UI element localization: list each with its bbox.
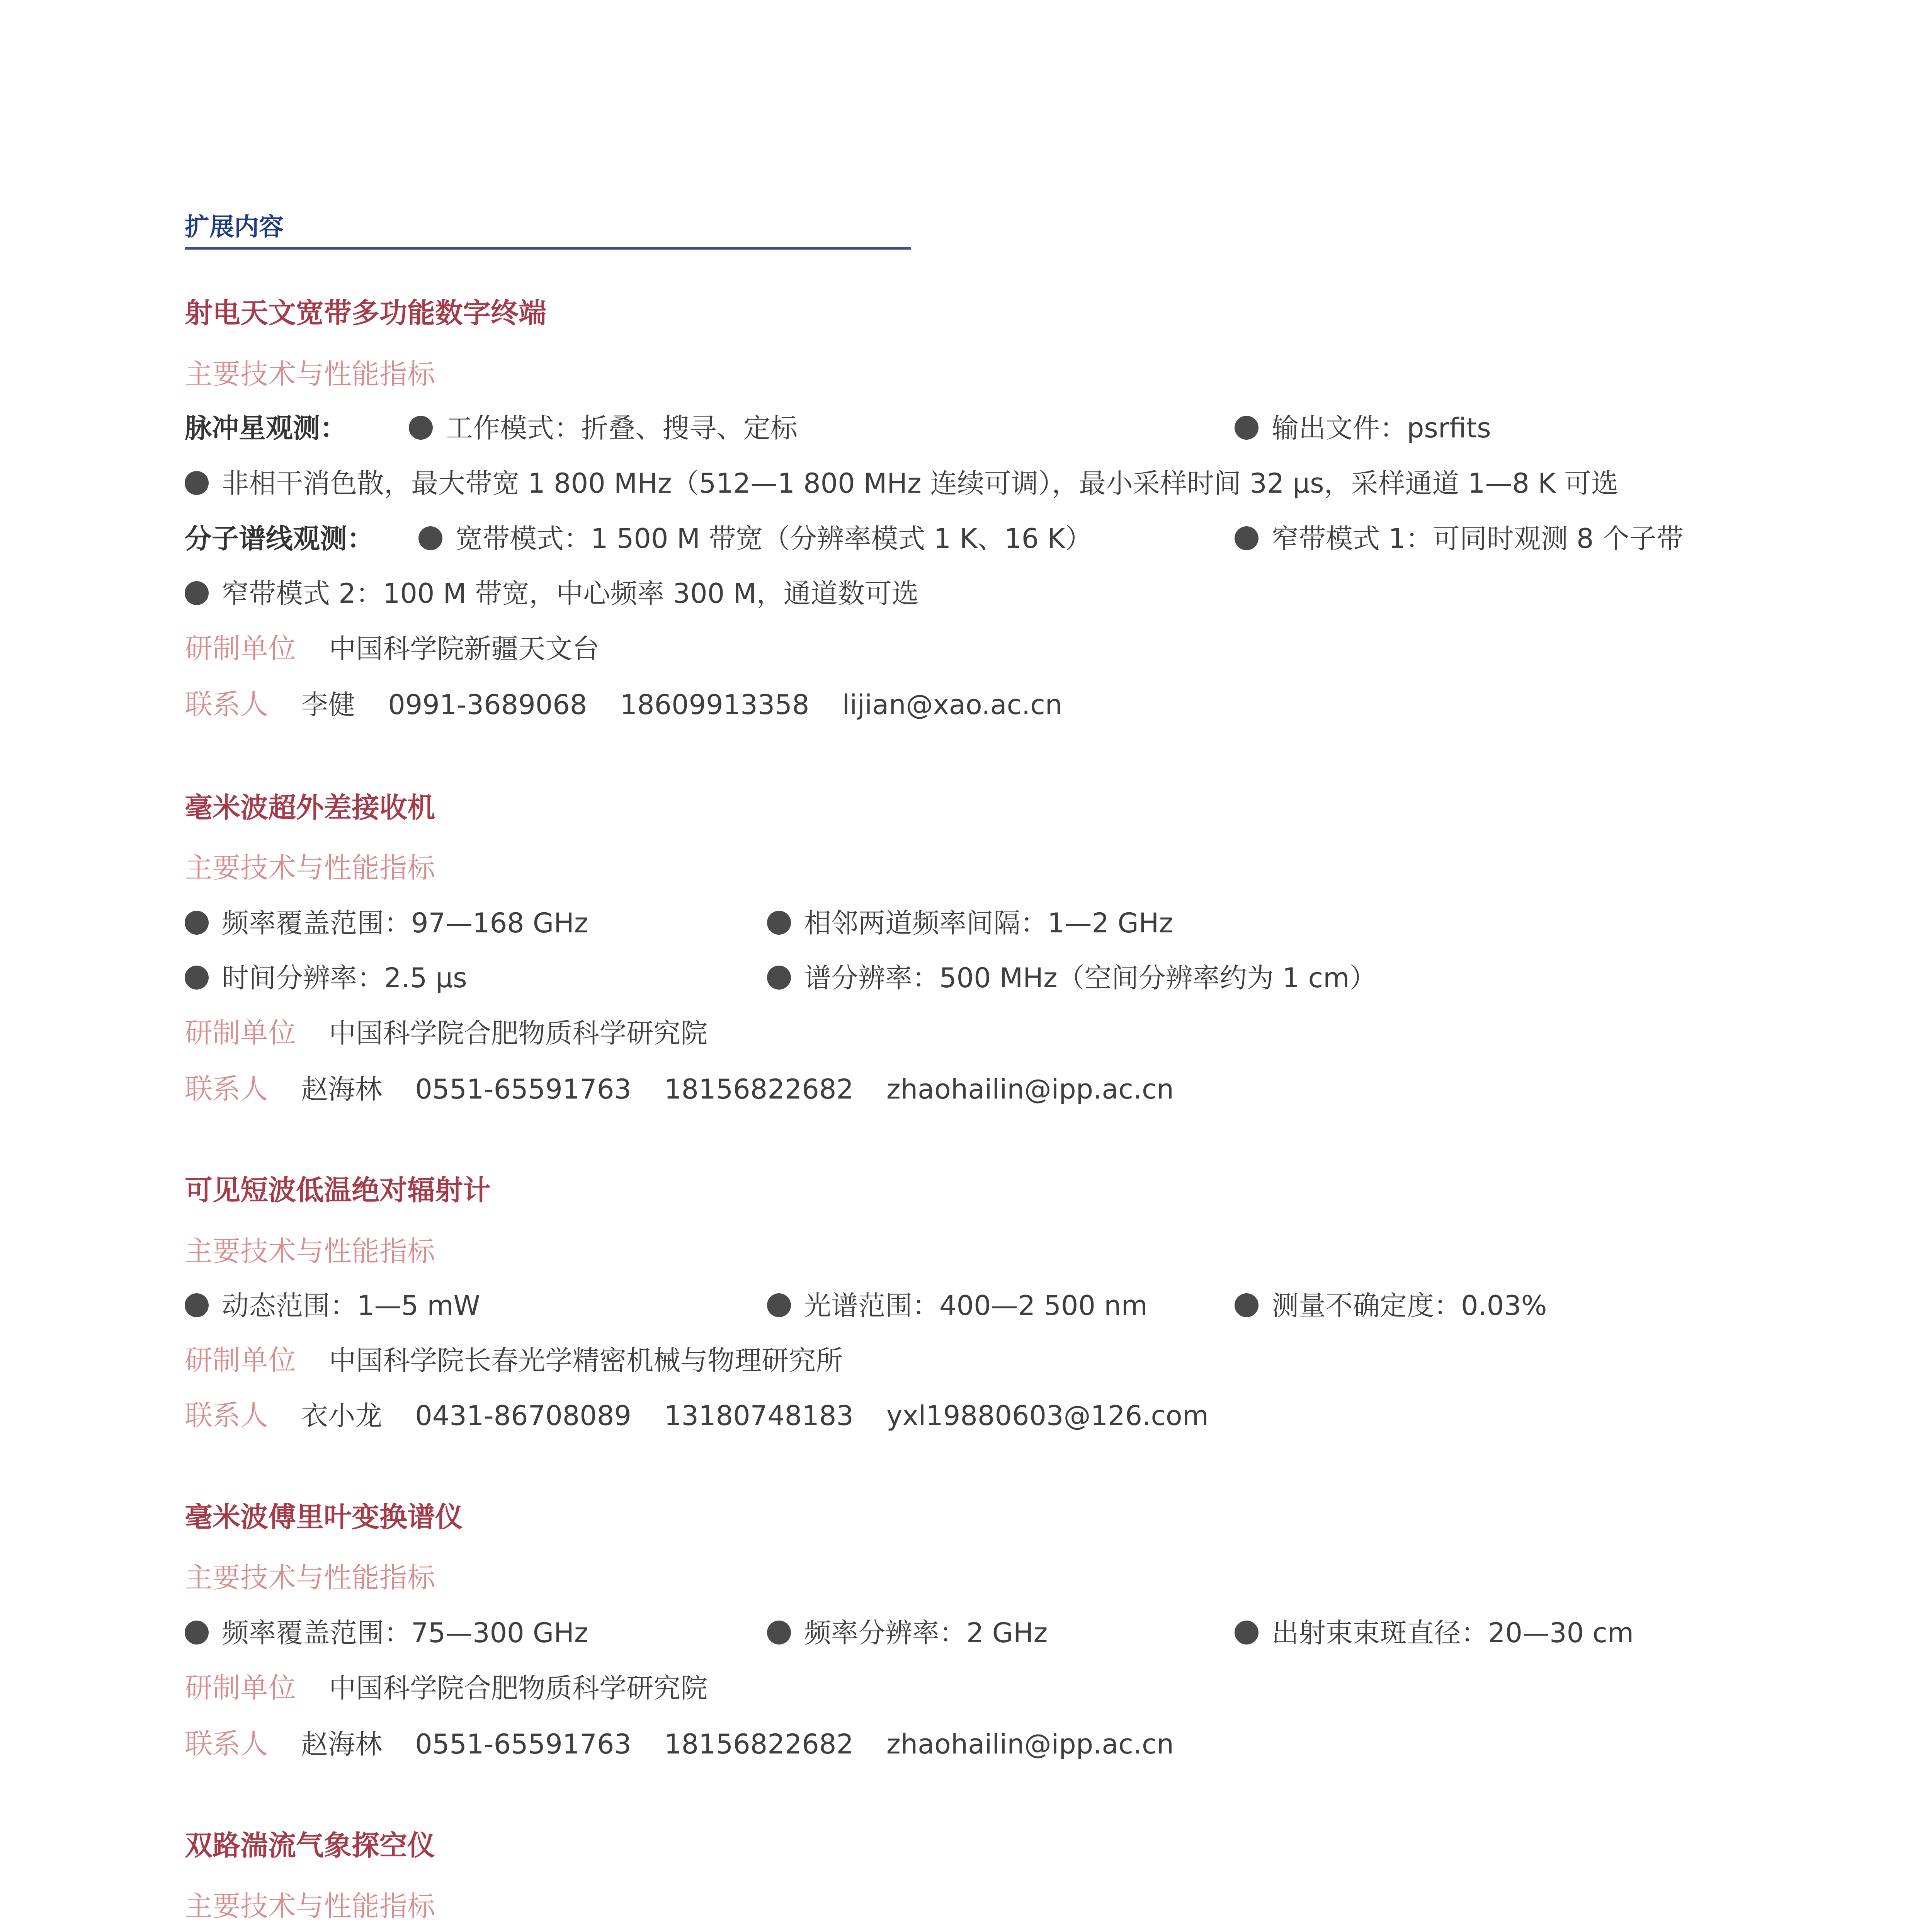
bullet-item: 动态范围：1—5 mW	[185, 1284, 480, 1323]
contact-person: 李健	[301, 689, 355, 721]
section-subtitle: 主要技术与性能指标	[185, 358, 435, 390]
contact-label: 联系人	[185, 1728, 269, 1760]
contact-phone: 0431-86708089	[415, 1400, 631, 1432]
contact-email: zhaohailin@ipp.ac.cn	[886, 1073, 1174, 1105]
section-title: 双路湍流气象探空仪	[185, 1829, 435, 1862]
bullet-icon	[185, 1293, 209, 1317]
bullet-item: 频率分辨率：2 GHz	[767, 1611, 1048, 1650]
section-title: 毫米波超外差接收机	[185, 791, 435, 824]
bullet-item: 相邻两道频率间隔：1—2 GHz	[767, 901, 1173, 940]
bullet-icon	[1235, 416, 1259, 440]
contact-email: zhaohailin@ipp.ac.cn	[886, 1728, 1174, 1760]
developer-name: 中国科学院长春光学精密机械与物理研究所	[329, 1345, 843, 1376]
contact-person: 赵海林	[301, 1728, 383, 1760]
contact-mobile: 18156822682	[664, 1728, 854, 1760]
bullet-icon	[767, 966, 791, 990]
developer-label: 研制单位	[185, 1344, 296, 1376]
bullet-item: 宽带模式：1 500 M 带宽（分辨率模式 1 K、16 K）	[418, 517, 1092, 556]
bullet-icon	[185, 1621, 209, 1645]
bullet-item: 频率覆盖范围：97—168 GHz	[185, 901, 588, 940]
bullet-item: 频率覆盖范围：75—300 GHz	[185, 1611, 588, 1650]
spectral-label: 分子谱线观测：	[185, 523, 374, 554]
bullet-item: 工作模式：折叠、搜寻、定标	[409, 406, 798, 446]
developer-name: 中国科学院新疆天文台	[329, 633, 600, 665]
bullet-icon	[767, 1293, 791, 1317]
bullet-item: 谱分辨率：500 MHz（空间分辨率约为 1 cm）	[767, 956, 1376, 995]
section-subtitle: 主要技术与性能指标	[185, 1561, 435, 1594]
section-title: 毫米波傅里叶变换谱仪	[185, 1501, 463, 1533]
bullet-item: 时间分辨率：2.5 μs	[185, 956, 467, 995]
pulsar-label: 脉冲星观测：	[185, 412, 347, 444]
bullet-item: 出射束束斑直径：20—30 cm	[1235, 1611, 1634, 1650]
bullet-item: 窄带模式 2：100 M 带宽，中心频率 300 M，通道数可选	[185, 572, 919, 611]
bullet-icon	[767, 911, 791, 935]
developer-row	[185, 1665, 707, 1706]
bullet-icon	[185, 471, 209, 495]
contact-row	[185, 682, 1062, 722]
contact-mobile: 18156822682	[664, 1073, 854, 1105]
contact-person: 赵海林	[301, 1073, 383, 1105]
bullet-icon	[185, 911, 209, 935]
section-subtitle: 主要技术与性能指标	[185, 852, 435, 884]
section-subtitle: 主要技术与性能指标	[185, 1890, 435, 1922]
developer-row	[185, 1338, 843, 1378]
developer-row	[185, 1010, 707, 1051]
section-subtitle: 主要技术与性能指标	[185, 1235, 435, 1267]
developer-label: 研制单位	[185, 632, 296, 665]
bullet-icon	[185, 581, 209, 605]
bullet-icon	[409, 416, 433, 440]
contact-email: lijian@xao.ac.cn	[842, 689, 1063, 721]
bullet-item: 光谱范围：400—2 500 nm	[767, 1284, 1148, 1323]
bullet-item: 测量不确定度：0.03%	[1235, 1284, 1547, 1323]
contact-email: yxl19880603@126.com	[886, 1400, 1209, 1432]
contact-phone: 0991-3689068	[388, 689, 587, 721]
contact-phone: 0551-65591763	[415, 1073, 631, 1105]
contact-mobile: 13180748183	[664, 1400, 854, 1432]
bullet-icon	[418, 526, 442, 550]
header-divider	[185, 247, 911, 250]
contact-label: 联系人	[185, 1073, 269, 1105]
bullet-item: 输出文件：psrfits	[1235, 406, 1491, 446]
contact-row	[185, 1066, 1174, 1107]
contact-label: 联系人	[185, 688, 269, 721]
contact-label: 联系人	[185, 1399, 269, 1432]
bullet-item: 非相干消色散，最大带宽 1 800 MHz（512—1 800 MHz 连续可调），最小采样时间 32 μs，采样通道 1—8 K 可选	[185, 462, 1618, 501]
bullet-icon	[185, 966, 209, 990]
section-title: 射电天文宽带多功能数字终端	[185, 297, 547, 329]
developer-name: 中国科学院合肥物质科学研究院	[329, 1017, 708, 1049]
bullet-icon	[1235, 1621, 1259, 1645]
contact-person: 衣小龙	[301, 1400, 383, 1432]
developer-row	[185, 626, 599, 666]
section-header-title: 扩展内容	[185, 213, 284, 242]
section-title: 可见短波低温绝对辐射计	[185, 1174, 491, 1206]
contact-row	[185, 1721, 1174, 1762]
bullet-icon	[1235, 526, 1259, 550]
developer-name: 中国科学院合肥物质科学研究院	[329, 1672, 708, 1704]
bullet-icon	[767, 1621, 791, 1645]
developer-label: 研制单位	[185, 1017, 296, 1049]
contact-mobile: 18609913358	[620, 689, 810, 721]
contact-row	[185, 1393, 1209, 1433]
developer-label: 研制单位	[185, 1672, 296, 1704]
bullet-icon	[1235, 1293, 1259, 1317]
bullet-item: 窄带模式 1：可同时观测 8 个子带	[1235, 517, 1684, 556]
contact-phone: 0551-65591763	[415, 1728, 631, 1760]
